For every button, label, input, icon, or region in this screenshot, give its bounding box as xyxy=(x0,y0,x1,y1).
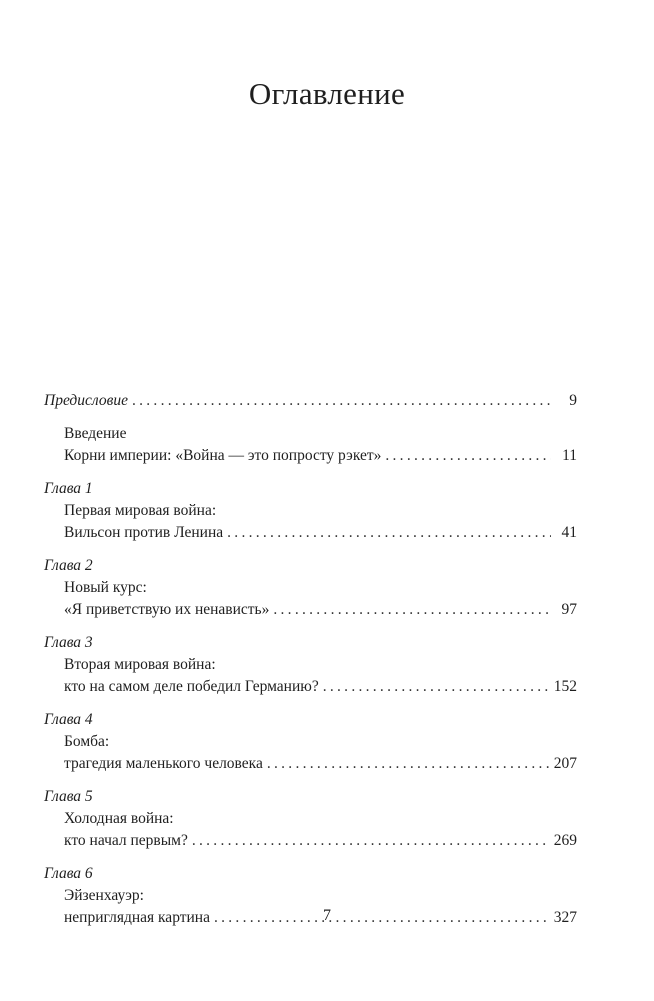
toc-page-number: 97 xyxy=(561,601,577,618)
toc-entry-subtitle: неприглядная картина xyxy=(64,909,210,926)
chapter-label: Глава 5 xyxy=(44,788,93,805)
chapter-label: Глава 6 xyxy=(44,865,93,882)
page-number-footer: 7 xyxy=(323,907,331,924)
dot-leader xyxy=(385,445,551,467)
table-of-contents xyxy=(44,390,577,940)
chapter-label: Глава 3 xyxy=(44,634,93,651)
toc-entry-heading: Первая мировая война: xyxy=(64,502,217,519)
toc-entry-heading: Холодная война: xyxy=(64,810,174,827)
toc-entry-chapter-5 xyxy=(44,786,577,852)
toc-entry-heading: Введение xyxy=(64,425,127,442)
toc-page-number: 41 xyxy=(561,524,577,541)
toc-entry-chapter-4 xyxy=(44,709,577,775)
dot-leader xyxy=(273,599,551,621)
dot-leader xyxy=(227,522,551,544)
toc-entry-heading: Бомба: xyxy=(64,733,110,750)
toc-entry-subtitle: «Я приветствую их ненависть» xyxy=(64,601,270,618)
dot-leader xyxy=(132,390,551,412)
page-title: Оглавление xyxy=(248,76,406,111)
toc-entry-chapter-2 xyxy=(44,555,577,621)
toc-page-number: 207 xyxy=(553,755,577,772)
toc-entry-subtitle: Вильсон против Ленина xyxy=(64,524,224,541)
chapter-label: Глава 2 xyxy=(44,557,93,574)
toc-page-number: 11 xyxy=(562,447,577,464)
chapter-label: Глава 1 xyxy=(44,480,93,497)
dot-leader xyxy=(267,753,550,775)
dot-leader xyxy=(323,676,550,698)
toc-page-number: 269 xyxy=(553,832,577,849)
toc-page-number: 9 xyxy=(569,392,577,409)
toc-entry-heading: Вторая мировая война: xyxy=(64,656,216,673)
toc-entry-heading: Новый курс: xyxy=(64,579,147,596)
toc-entry-chapter-3 xyxy=(44,632,577,698)
toc-preface-label: Предисловие xyxy=(44,392,128,409)
toc-entry-intro xyxy=(44,423,577,467)
toc-page-number: 152 xyxy=(553,678,577,695)
toc-entry-heading: Эйзенхауэр: xyxy=(64,887,144,904)
toc-entry-chapter-1 xyxy=(44,478,577,544)
toc-entry-subtitle: Корни империи: «Война — это попросту рэкет» xyxy=(64,447,382,464)
toc-entry-subtitle: трагедия маленького человека xyxy=(64,755,263,772)
toc-entry-subtitle: кто начал первым? xyxy=(64,832,188,849)
toc-entry-preface xyxy=(44,390,577,412)
toc-page-number: 327 xyxy=(553,909,577,926)
chapter-label: Глава 4 xyxy=(44,711,93,728)
dot-leader xyxy=(192,830,550,852)
toc-entry-subtitle: кто на самом деле победил Германию? xyxy=(64,678,319,695)
